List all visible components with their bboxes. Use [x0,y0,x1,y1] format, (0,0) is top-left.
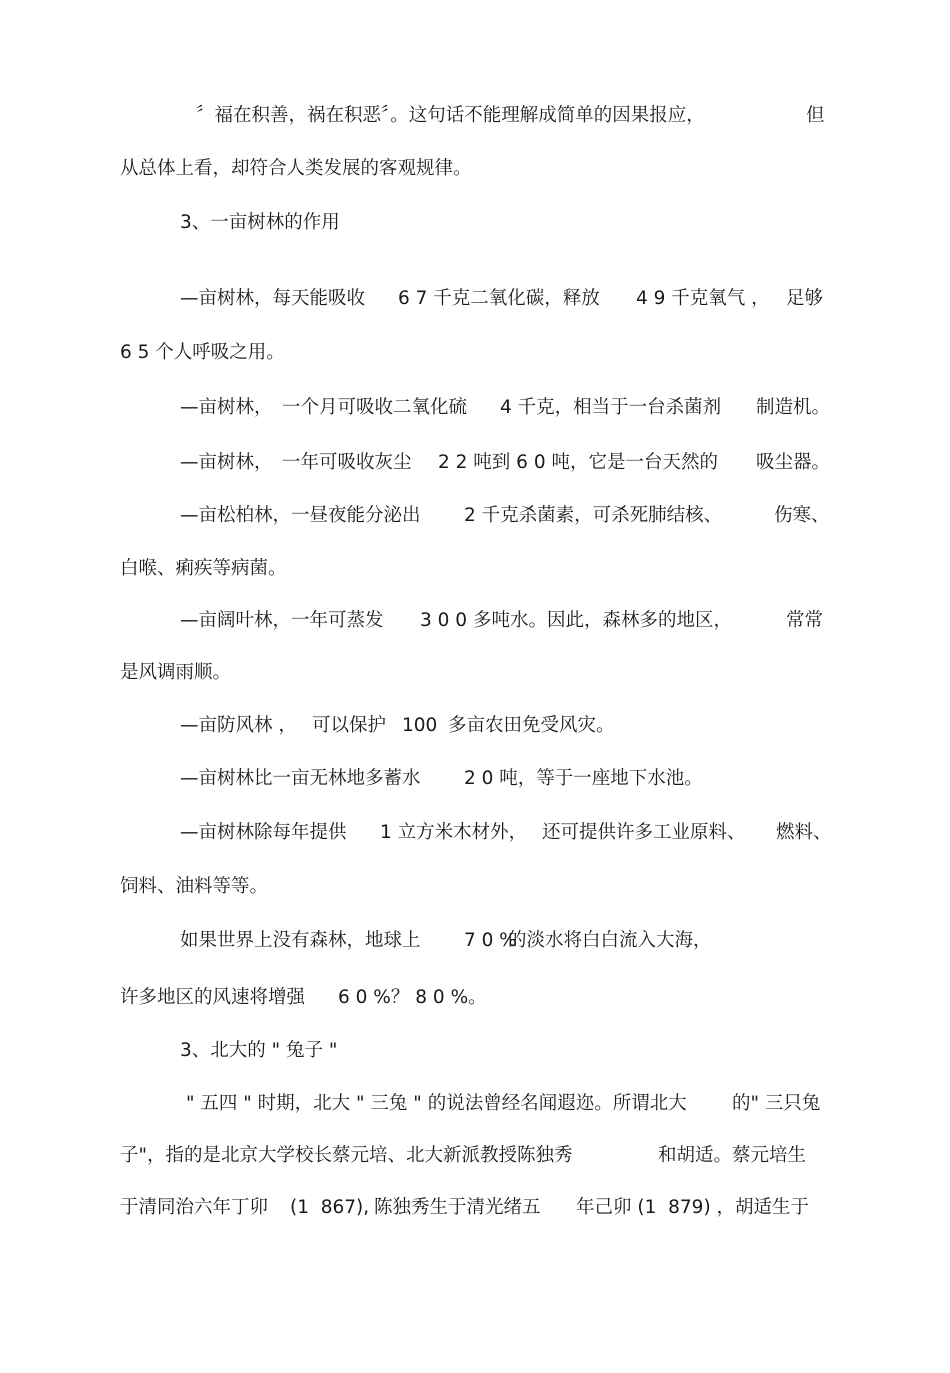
text-segment: 2 千克杀菌素，可杀死肺结核、 [464,505,723,526]
text-line [0,1141,950,1171]
text-segment: 常常 [786,610,824,631]
text-segment: —亩树林， [180,452,273,473]
text-segment: —亩防风林 ， [180,715,297,736]
text-segment: 多亩农田免受风灾。 [448,715,615,736]
text-segment: (1 867), [290,1197,370,1218]
text-segment: 吸尘器。 [756,452,831,473]
text-segment: 伤寒、 [774,505,830,526]
text-segment: 于清同治六年丁卯 [120,1197,269,1218]
text-line [0,448,950,478]
text-segment: 2 0 吨，等于一座地下水池。 [464,768,703,789]
text-line [0,338,950,368]
text-segment: 可以保护 [312,715,387,736]
text-line [0,764,950,794]
text-segment: 1 立方米木材外， [380,822,528,843]
text-line [0,393,950,423]
text-line [0,983,950,1013]
text-segment: 陈独秀生于清光绪五 [374,1197,541,1218]
text-segment: 的淡水将白白流入大海， [508,930,712,951]
text-segment: 3 0 0 多吨水。因此，森林多的地区， [420,610,732,631]
text-segment: —亩树林除每年提供 [180,822,347,843]
text-segment: —亩松柏林，一昼夜能分泌出 [180,505,421,526]
text-segment: —亩树林，每天能吸收 [180,288,366,309]
text-line [0,711,950,741]
text-line [0,926,950,956]
text-segment: 如果世界上没有森林，地球上 [180,930,421,951]
text-line [0,501,950,531]
text-line [0,101,950,131]
text-line [0,1193,950,1223]
text-segment: 白喉、痢疾等病菌。 [120,558,287,579]
text-line [0,872,950,902]
text-segment: 6 7 千克二氧化碳，释放 [398,288,600,309]
text-segment: 一个月可吸收二氧化硫 [282,397,468,418]
text-segment: 4 千克，相当于一台杀菌剂 [500,397,722,418]
text-segment: 制造机。 [756,397,831,418]
text-segment: 年己卯 (1 879) ，胡适生于 [576,1197,810,1218]
text-segment: —亩树林比一亩无林地多蓄水 [180,768,421,789]
text-line [0,284,950,314]
text-segment: 一年可吸收灰尘 [282,452,412,473]
text-segment: 是风调雨顺。 [120,662,232,683]
text-segment: 从总体上看，却符合人类发展的客观规律。 [120,158,472,179]
text-line [0,154,950,184]
text-segment: 燃料、 [776,822,832,843]
text-segment: 的" 三只兔 [732,1093,821,1114]
text-segment: 还可提供许多工业原料、 [542,822,746,843]
heading-text: 3、北大的 " 兔子 " [180,1040,338,1061]
section-heading [0,208,950,238]
text-segment: 和胡适。蔡元培生 [658,1145,807,1166]
text-segment: 足够 [786,288,824,309]
text-segment: 7 0 % [464,930,517,951]
text-line [0,658,950,688]
text-segment: —亩阔叶林，一年可蒸发 [180,610,384,631]
text-segment: 饲料、油料等等。 [120,876,269,897]
text-segment: 许多地区的风速将增强 [120,987,306,1008]
text-segment: 4 9 千克氧气 ， [636,288,770,309]
text-segment: 6 5 个人呼吸之用。 [120,342,285,363]
section-heading [0,1036,950,1066]
text-line [0,1089,950,1119]
text-segment: 子"，指的是北京大学校长蔡元培、北大新派教授陈独秀 [120,1145,573,1166]
text-segment: " 五四 " 时期，北大 " 三兔 " 的说法曾经名闻遐迩。所谓北大 [186,1093,687,1114]
text-segment: —亩树林， [180,397,273,418]
text-segment: 100 [402,715,438,736]
text-segment: 但 [806,105,825,126]
text-segment: 6 0 %？ 8 0 %。 [338,987,487,1008]
heading-text: 3、一亩树林的作用 [180,212,340,233]
text-line [0,606,950,636]
text-line [0,554,950,584]
text-segment: 2 2 吨到 6 0 吨，它是一台天然的 [438,452,718,473]
text-segment: 〞福在积善，祸在积恶〞。这句话不能理解成简单的因果报应， [196,105,705,126]
text-line [0,818,950,848]
